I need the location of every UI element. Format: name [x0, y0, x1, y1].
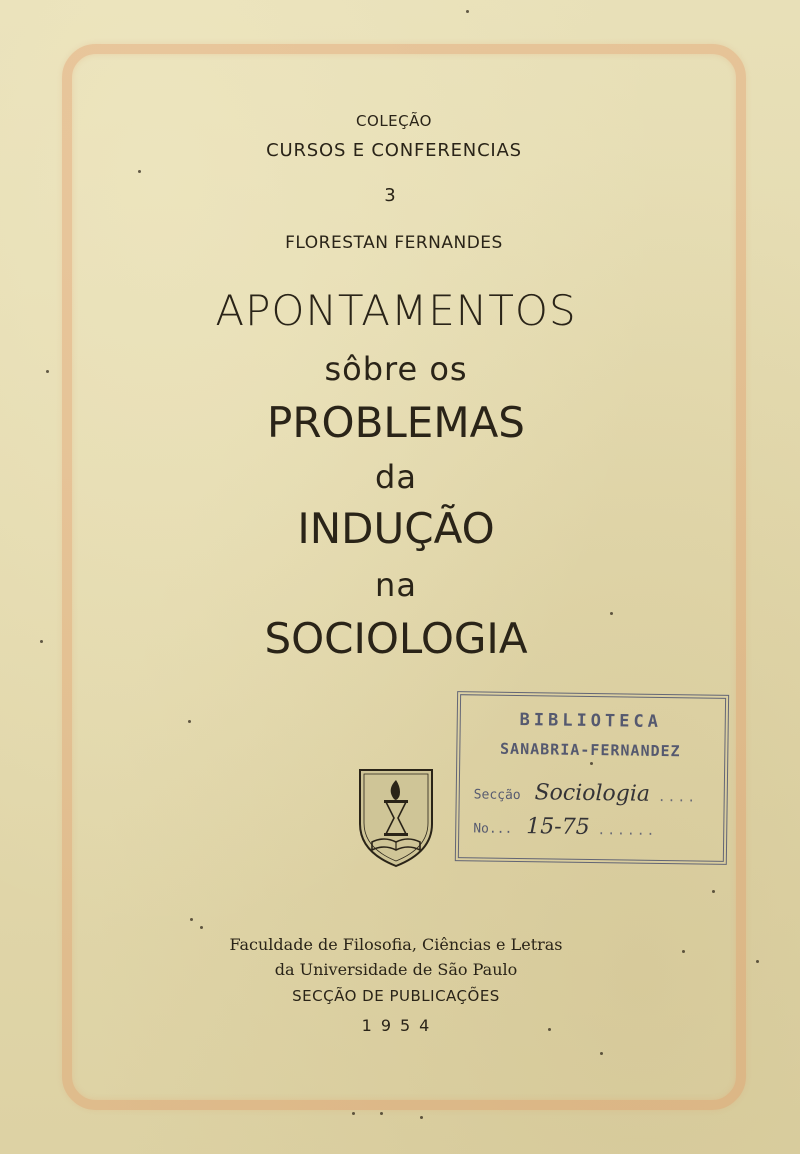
title-line-5: INDUÇÃO — [297, 504, 495, 553]
publisher-line-3: SECÇÃO DE PUBLICAÇÕES — [292, 987, 500, 1005]
paper-speck — [200, 926, 203, 929]
paper-speck — [610, 612, 613, 615]
stamp-dots: ...... — [597, 823, 657, 839]
series-label: COLEÇÃO — [356, 112, 432, 130]
publisher-line-1: Faculdade de Filosofia, Ciências e Letras — [229, 935, 563, 954]
title-line-6: na — [375, 566, 417, 604]
stamp-dots: .... — [657, 789, 698, 806]
paper-speck — [380, 1112, 383, 1115]
paper-speck — [352, 1112, 355, 1115]
stamp-number-row — [473, 813, 657, 841]
title-line-7: SOCIOLOGIA — [264, 614, 528, 663]
paper-speck — [40, 640, 43, 643]
publisher-line-2: da Universidade de São Paulo — [274, 960, 518, 979]
stamp-section-label: Secção — [473, 787, 521, 804]
paper-speck — [190, 918, 193, 921]
title-line-4: da — [375, 458, 417, 496]
university-crest-icon — [358, 766, 434, 868]
library-stamp — [455, 691, 725, 861]
author-name: FLORESTAN FERNANDES — [285, 233, 503, 253]
title-line-2: sôbre os — [324, 350, 468, 388]
stamp-library-owner: SANABRIA-FERNANDEZ — [499, 739, 681, 761]
paper-speck — [600, 1052, 603, 1055]
stamp-section-handwritten: Sociologia — [534, 780, 651, 807]
series-number: 3 — [384, 185, 396, 206]
paper-speck — [756, 960, 759, 963]
stamp-number-handwritten: 15-75 — [526, 814, 590, 840]
title-line-1: APONTAMENTOS — [215, 286, 577, 335]
paper-speck — [590, 762, 593, 765]
paper-speck — [682, 950, 685, 953]
paper-speck — [712, 890, 715, 893]
stamp-section-row — [474, 779, 698, 807]
paper-speck — [138, 170, 141, 173]
paper-speck — [548, 1028, 551, 1031]
paper-speck — [188, 720, 191, 723]
stamp-number-label: No... — [473, 821, 513, 837]
paper-speck — [46, 370, 49, 373]
publication-year: 1954 — [361, 1016, 439, 1035]
title-line-3: PROBLEMAS — [267, 398, 525, 447]
stamp-library-name: BIBLIOTECA — [519, 710, 663, 732]
paper-speck — [420, 1116, 423, 1119]
series-title: CURSOS E CONFERENCIAS — [266, 140, 522, 161]
paper-speck — [466, 10, 469, 13]
